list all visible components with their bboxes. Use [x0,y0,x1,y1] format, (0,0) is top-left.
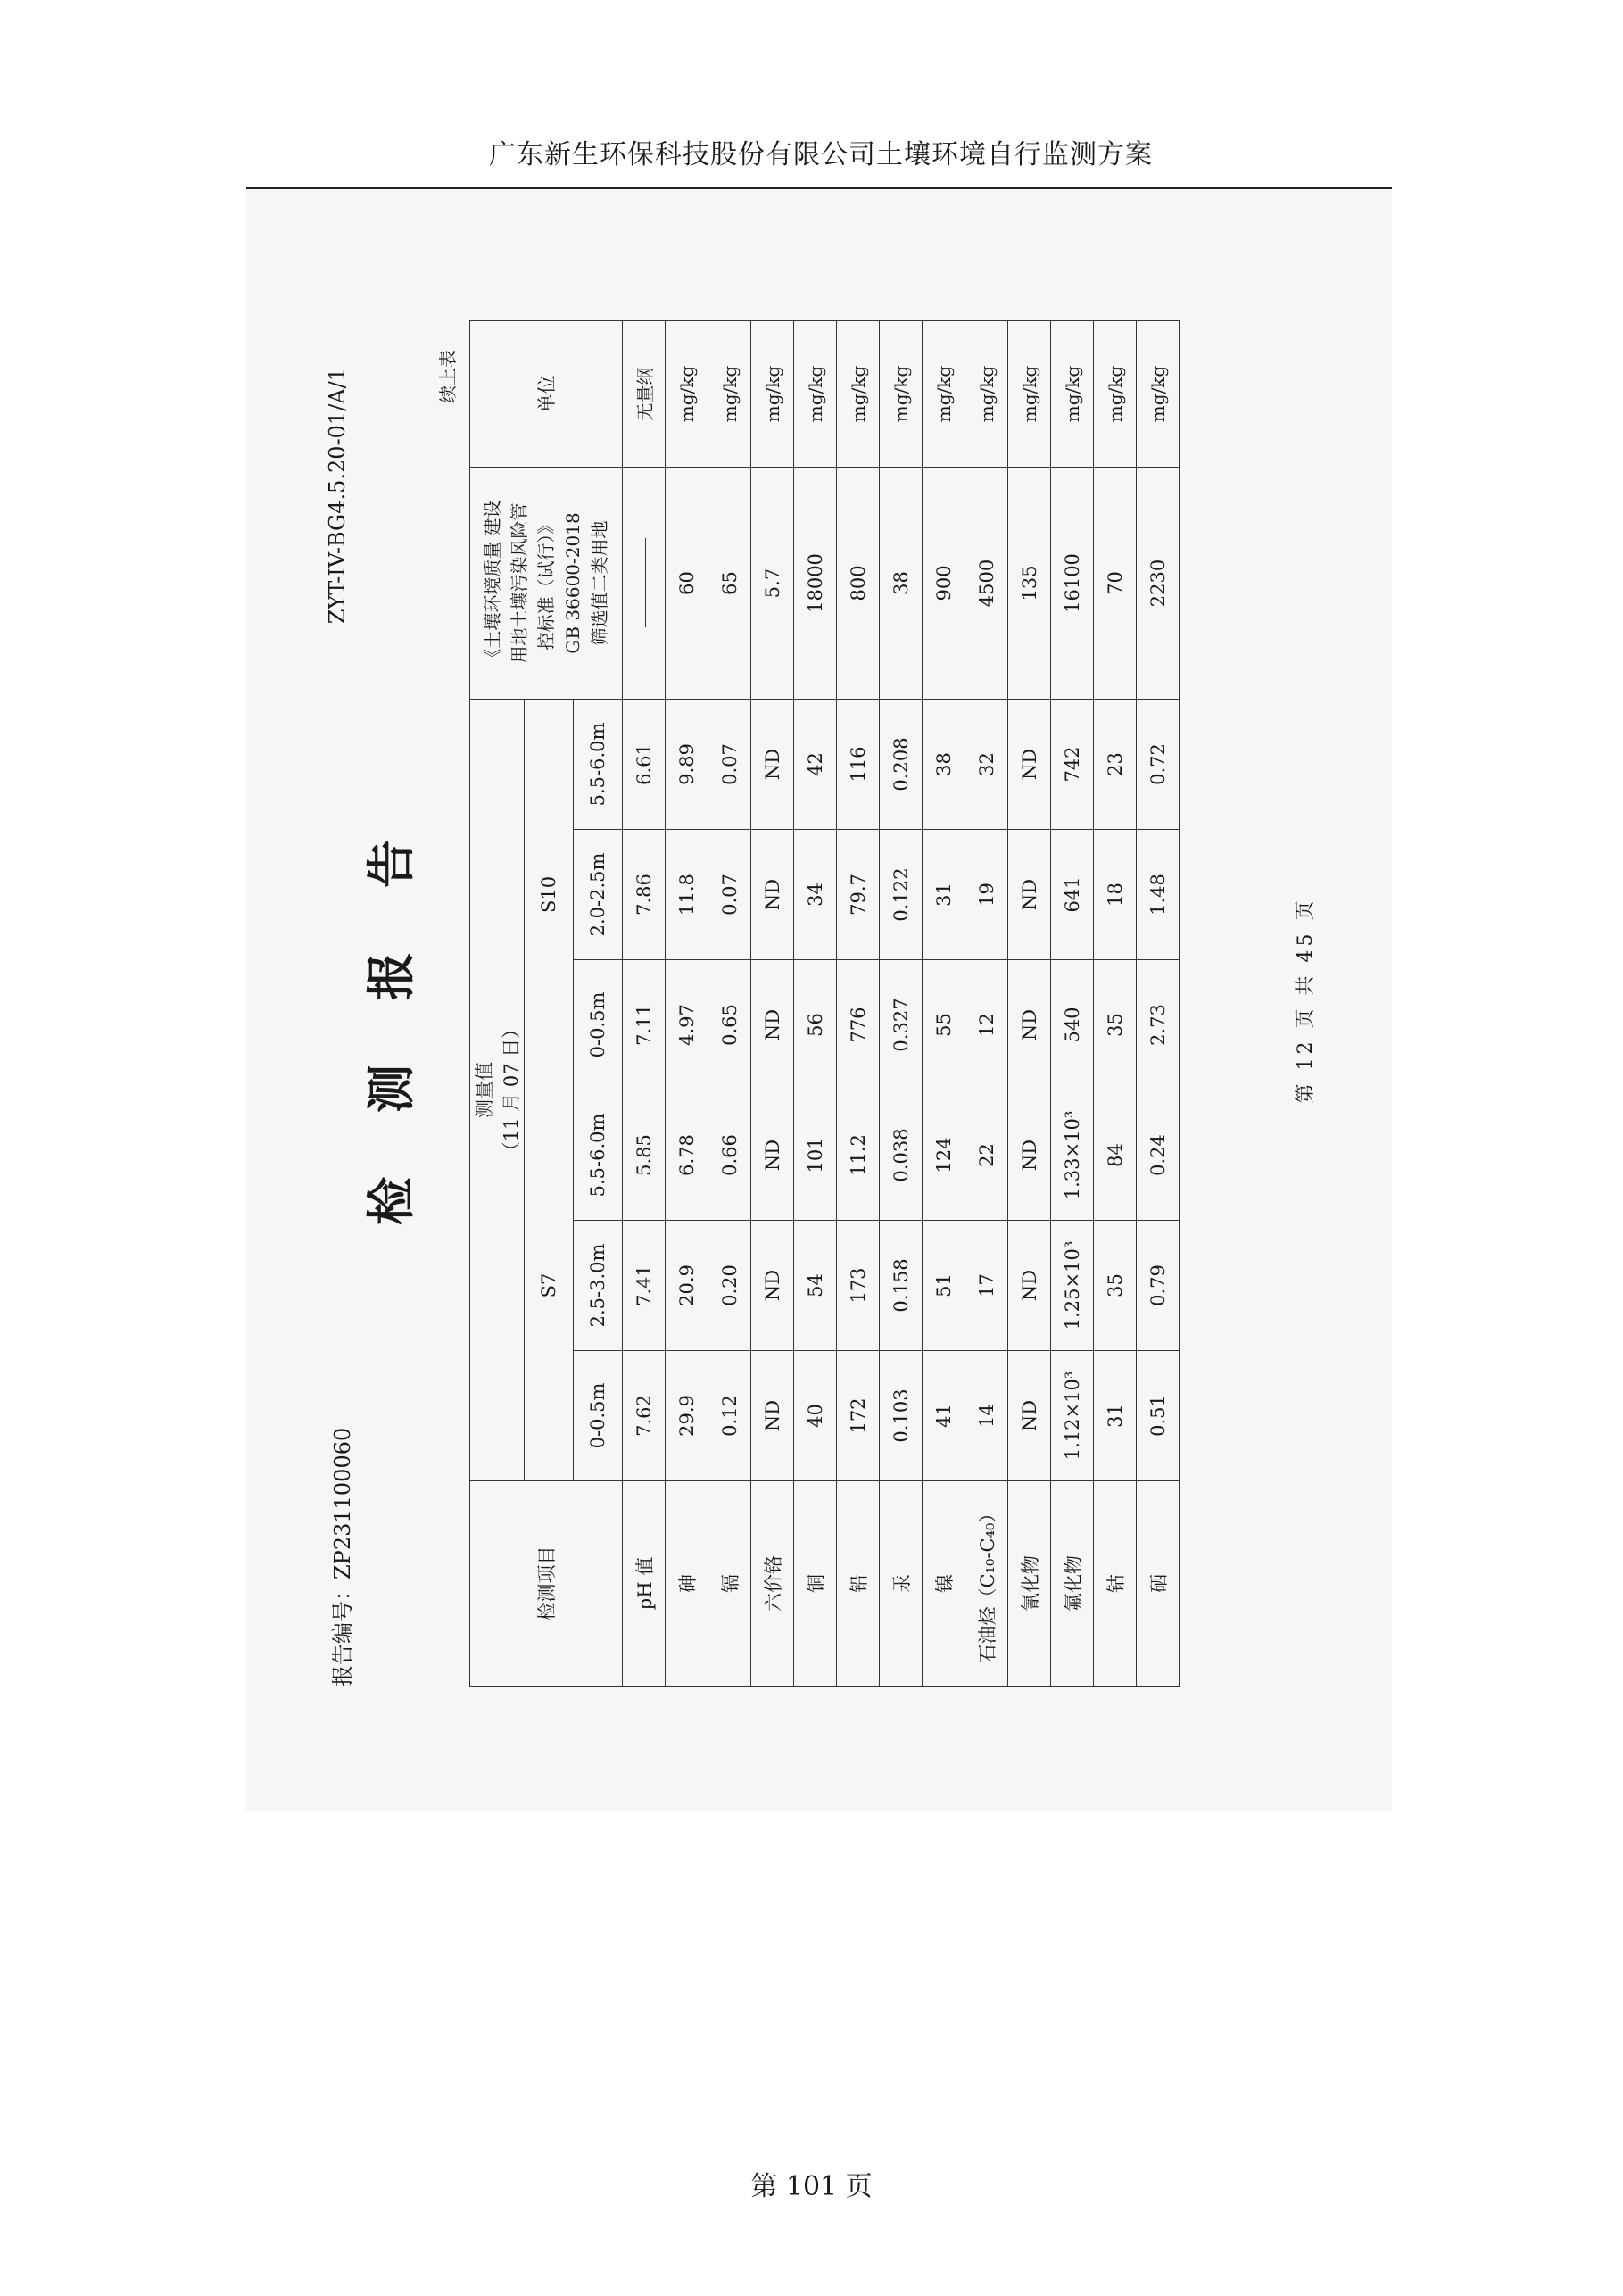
measured-value: 0.103 [880,1351,923,1481]
measured-value: 40 [794,1351,837,1481]
standard-value: 2230 [1137,467,1180,699]
measured-value: 1.33×10³ [1051,1090,1094,1221]
header-site-s10: S10 [525,699,574,1090]
measured-value: 54 [794,1221,837,1351]
measured-value: 173 [837,1221,880,1351]
header-standard-line-5: 筛选值二类用地 [589,520,610,646]
measured-value: ND [751,830,794,960]
measured-value: 7.86 [623,830,666,960]
standard-value [623,467,666,699]
unit: mg/kg [666,320,708,467]
measured-value: ND [1008,830,1051,960]
measured-value: ND [1008,699,1051,829]
form-code: ZYT-IV-BG4.5.20-01/A/1 [325,368,350,625]
item-name: 铅 [837,1481,880,1687]
item-name: 汞 [880,1481,923,1687]
measured-value: 5.85 [623,1090,666,1221]
measured-value: ND [751,1221,794,1351]
scanned-report-page [246,189,1392,1811]
standard-value: 38 [880,467,923,699]
measured-value: 41 [923,1351,965,1481]
unit: 无量纲 [623,320,666,467]
header-date: （11 月 07 日） [501,1019,522,1161]
measured-value: 0.07 [708,830,751,960]
measured-value: 79.7 [837,830,880,960]
measured-value: ND [751,1090,794,1221]
header-standard [470,467,623,699]
table-row [623,320,666,1686]
table-row [794,320,837,1686]
measured-value: 42 [794,699,837,829]
standard-value: 60 [666,467,708,699]
measured-value: 14 [965,1351,1008,1481]
measured-value: 32 [965,699,1008,829]
page-footer: 第 101 页 [750,2171,873,2202]
header-measured [470,699,525,1480]
measured-value: 540 [1051,960,1094,1090]
inner-page-number: 第 12 页 共 45 页 [1295,897,1317,1104]
measured-value: 29.9 [666,1351,708,1481]
measured-value: 35 [1094,1221,1137,1351]
measured-value: 11.2 [837,1090,880,1221]
measured-value: 19 [965,830,1008,960]
standard-value: 65 [708,467,751,699]
unit: mg/kg [1008,320,1051,467]
measured-value: 0.51 [1137,1351,1180,1481]
measured-value: 31 [1094,1351,1137,1481]
table-row [1137,320,1180,1686]
standard-value: 4500 [965,467,1008,699]
measured-value: ND [1008,1090,1051,1221]
measured-value: ND [751,1351,794,1481]
header-standard-line-3: 控标准（试行）》 [535,516,557,651]
standard-value: 900 [923,467,965,699]
header-depth: 2.5-3.0m [574,1221,623,1351]
standard-value: 18000 [794,467,837,699]
measured-value: 6.61 [623,699,666,829]
item-name: pH 值 [623,1481,666,1687]
standard-value: 70 [1094,467,1137,699]
report-number: 报告编号：ZP231100060 [330,1427,355,1687]
measured-value: 0.72 [1137,699,1180,829]
table-row [1051,320,1094,1686]
measured-value: 9.89 [666,699,708,829]
rotated-report [246,189,1392,1811]
standard-value: 16100 [1051,467,1094,699]
dash-mark [645,538,646,627]
header-measured-label: 测量值 [474,1062,495,1118]
measured-value: 0.038 [880,1090,923,1221]
continued-label: 续上表 [437,350,459,403]
measured-value: 12 [965,960,1008,1090]
measured-value: 34 [794,830,837,960]
header-standard-line-2: 用地土壤污染风险管 [509,502,530,664]
header-depth: 0-0.5m [574,1351,623,1481]
measurement-table [469,320,1180,1687]
measured-value: 0.208 [880,699,923,829]
unit: mg/kg [837,320,880,467]
measured-value: 20.9 [666,1221,708,1351]
item-name: 钴 [1094,1481,1137,1687]
table-row [1008,320,1051,1686]
measured-value: 0.65 [708,960,751,1090]
measured-value: 1.25×10³ [1051,1221,1094,1351]
measured-value: 0.158 [880,1221,923,1351]
measured-value: 4.97 [666,960,708,1090]
measured-value: 38 [923,699,965,829]
unit: mg/kg [923,320,965,467]
measured-value: 172 [837,1351,880,1481]
measured-value: 742 [1051,699,1094,829]
unit: mg/kg [751,320,794,467]
item-name: 氰化物 [1008,1481,1051,1687]
measured-value: ND [1008,960,1051,1090]
unit: mg/kg [1094,320,1137,467]
measured-value: 18 [1094,830,1137,960]
header-standard-line-4: GB 36600-2018 [562,512,584,654]
header-unit: 单位 [470,320,623,467]
measured-value: ND [1008,1351,1051,1481]
table-row [666,320,708,1686]
table-row [751,320,794,1686]
item-name: 硒 [1137,1481,1180,1687]
unit: mg/kg [880,320,923,467]
item-name: 镉 [708,1481,751,1687]
measured-value: 7.11 [623,960,666,1090]
item-name: 砷 [666,1481,708,1687]
measured-value: 17 [965,1221,1008,1351]
measured-value: 7.41 [623,1221,666,1351]
header-item: 检测项目 [470,1481,623,1687]
unit: mg/kg [794,320,837,467]
measured-value: 641 [1051,830,1094,960]
unit: mg/kg [1137,320,1180,467]
measured-value: 35 [1094,960,1137,1090]
table-row [923,320,965,1686]
header-site-s7: S7 [525,1090,574,1481]
table-row [965,320,1008,1686]
standard-value: 800 [837,467,880,699]
header-depth: 2.0-2.5m [574,830,623,960]
measured-value: 2.73 [1137,960,1180,1090]
measured-value: 0.66 [708,1090,751,1221]
measured-value: 0.122 [880,830,923,960]
measured-value: ND [1008,1221,1051,1351]
measured-value: 84 [1094,1090,1137,1221]
measured-value: 1.48 [1137,830,1180,960]
measured-value: 7.62 [623,1351,666,1481]
measured-value: 31 [923,830,965,960]
measured-value: 0.07 [708,699,751,829]
measured-value: ND [751,960,794,1090]
measured-value: 6.78 [666,1090,708,1221]
measured-value: 124 [923,1090,965,1221]
measured-value: 22 [965,1090,1008,1221]
measured-value: 0.79 [1137,1221,1180,1351]
unit: mg/kg [1051,320,1094,467]
header-depth: 0-0.5m [574,960,623,1090]
measured-value: 0.20 [708,1221,751,1351]
table-body [623,320,1180,1686]
item-name: 镍 [923,1481,965,1687]
item-name: 六价铬 [751,1481,794,1687]
table-row [708,320,751,1686]
table-row [880,320,923,1686]
table-row [1094,320,1137,1686]
item-name: 氟化物 [1051,1481,1094,1687]
unit: mg/kg [965,320,1008,467]
measured-value: 0.12 [708,1351,751,1481]
measured-value: 55 [923,960,965,1090]
measured-value: 51 [923,1221,965,1351]
standard-value: 5.7 [751,467,794,699]
measured-value: 11.8 [666,830,708,960]
table-row [837,320,880,1686]
header-depth: 5.5-6.0m [574,699,623,829]
measured-value: 0.24 [1137,1090,1180,1221]
measured-value: ND [751,699,794,829]
measured-value: 116 [837,699,880,829]
measured-value: 23 [1094,699,1137,829]
measured-value: 1.12×10³ [1051,1351,1094,1481]
measured-value: 101 [794,1090,837,1221]
document-header: 广东新生环保科技股份有限公司土壤环境自行监测方案 [489,139,1153,170]
unit: mg/kg [708,320,751,467]
item-name: 石油烃（C₁₀-C₄₀） [965,1481,1008,1687]
standard-value: 135 [1008,467,1051,699]
header-depth: 5.5-6.0m [574,1090,623,1221]
report-title: 检测报告 [363,775,419,1225]
measured-value: 56 [794,960,837,1090]
measured-value: 0.327 [880,960,923,1090]
item-name: 铜 [794,1481,837,1687]
header-standard-line-1: 《土壤环境质量 建设 [482,500,503,667]
measured-value: 776 [837,960,880,1090]
